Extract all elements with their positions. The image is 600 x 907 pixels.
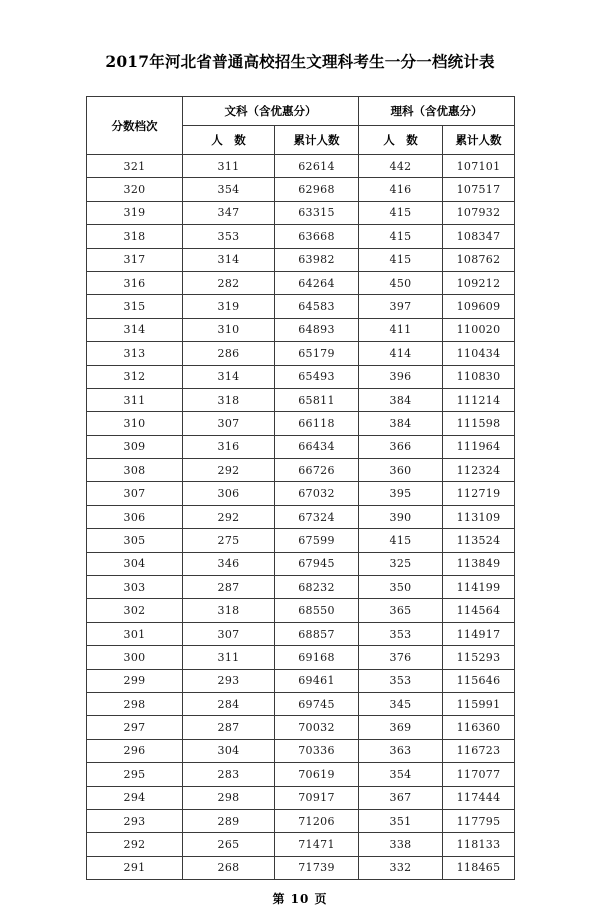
cell-liberal-arts-count: 292 [183, 459, 275, 482]
cell-science-cumulative: 114564 [443, 599, 515, 622]
table-row [87, 576, 515, 599]
cell-liberal-arts-cumulative: 63315 [275, 201, 359, 224]
cell-science-cumulative: 110830 [443, 365, 515, 388]
cell-liberal-arts-count: 268 [183, 856, 275, 879]
table-row [87, 365, 515, 388]
cell-science-cumulative: 114199 [443, 576, 515, 599]
cell-science-cumulative: 107517 [443, 178, 515, 201]
cell-liberal-arts-cumulative: 67599 [275, 529, 359, 552]
cell-science-count: 390 [359, 505, 443, 528]
cell-score-tier: 296 [87, 739, 183, 762]
cell-liberal-arts-cumulative: 64893 [275, 318, 359, 341]
column-header-liberal-arts-cumulative: 累计人数 [275, 126, 359, 155]
cell-liberal-arts-cumulative: 66726 [275, 459, 359, 482]
cell-science-count: 442 [359, 155, 443, 178]
cell-liberal-arts-count: 347 [183, 201, 275, 224]
cell-liberal-arts-count: 314 [183, 365, 275, 388]
cell-score-tier: 294 [87, 786, 183, 809]
cell-score-tier: 293 [87, 809, 183, 832]
table-header [87, 97, 515, 155]
cell-science-count: 450 [359, 271, 443, 294]
cell-liberal-arts-cumulative: 64264 [275, 271, 359, 294]
table-row [87, 739, 515, 762]
table-row [87, 716, 515, 739]
cell-score-tier: 297 [87, 716, 183, 739]
statistics-table-container [86, 96, 514, 880]
cell-science-count: 351 [359, 809, 443, 832]
table-row [87, 856, 515, 879]
cell-liberal-arts-cumulative: 70032 [275, 716, 359, 739]
cell-science-count: 354 [359, 763, 443, 786]
cell-liberal-arts-count: 289 [183, 809, 275, 832]
cell-liberal-arts-cumulative: 70917 [275, 786, 359, 809]
cell-liberal-arts-count: 311 [183, 155, 275, 178]
cell-science-cumulative: 107932 [443, 201, 515, 224]
cell-liberal-arts-cumulative: 70619 [275, 763, 359, 786]
cell-science-count: 367 [359, 786, 443, 809]
table-row [87, 295, 515, 318]
cell-liberal-arts-cumulative: 67945 [275, 552, 359, 575]
cell-science-cumulative: 109609 [443, 295, 515, 318]
cell-liberal-arts-cumulative: 65811 [275, 388, 359, 411]
table-row [87, 809, 515, 832]
cell-science-count: 396 [359, 365, 443, 388]
cell-science-cumulative: 111964 [443, 435, 515, 458]
cell-liberal-arts-cumulative: 70336 [275, 739, 359, 762]
cell-science-count: 325 [359, 552, 443, 575]
cell-score-tier: 303 [87, 576, 183, 599]
cell-score-tier: 307 [87, 482, 183, 505]
cell-score-tier: 301 [87, 622, 183, 645]
cell-science-cumulative: 115646 [443, 669, 515, 692]
cell-score-tier: 299 [87, 669, 183, 692]
table-row [87, 669, 515, 692]
cell-liberal-arts-count: 314 [183, 248, 275, 271]
cell-science-cumulative: 113524 [443, 529, 515, 552]
cell-science-count: 338 [359, 833, 443, 856]
cell-liberal-arts-cumulative: 62968 [275, 178, 359, 201]
cell-liberal-arts-cumulative: 68550 [275, 599, 359, 622]
cell-science-cumulative: 115991 [443, 692, 515, 715]
table-header-row-group [87, 97, 515, 126]
cell-liberal-arts-count: 346 [183, 552, 275, 575]
cell-liberal-arts-count: 316 [183, 435, 275, 458]
cell-science-cumulative: 113109 [443, 505, 515, 528]
cell-score-tier: 305 [87, 529, 183, 552]
cell-science-count: 411 [359, 318, 443, 341]
cell-science-count: 350 [359, 576, 443, 599]
cell-liberal-arts-count: 293 [183, 669, 275, 692]
table-row [87, 763, 515, 786]
cell-liberal-arts-count: 311 [183, 646, 275, 669]
cell-science-cumulative: 109212 [443, 271, 515, 294]
cell-liberal-arts-cumulative: 68232 [275, 576, 359, 599]
table-row [87, 599, 515, 622]
cell-liberal-arts-cumulative: 65179 [275, 342, 359, 365]
score-distribution-table [86, 96, 515, 880]
cell-science-count: 345 [359, 692, 443, 715]
table-row [87, 225, 515, 248]
cell-science-count: 415 [359, 529, 443, 552]
cell-liberal-arts-cumulative: 64583 [275, 295, 359, 318]
cell-science-cumulative: 112719 [443, 482, 515, 505]
cell-science-cumulative: 112324 [443, 459, 515, 482]
page-number-footer: 第 10 页 [272, 892, 328, 907]
cell-score-tier: 321 [87, 155, 183, 178]
column-header-science-cumulative: 累计人数 [443, 126, 515, 155]
cell-liberal-arts-count: 298 [183, 786, 275, 809]
cell-score-tier: 311 [87, 388, 183, 411]
cell-liberal-arts-cumulative: 67324 [275, 505, 359, 528]
cell-science-cumulative: 107101 [443, 155, 515, 178]
cell-liberal-arts-count: 265 [183, 833, 275, 856]
table-row [87, 833, 515, 856]
cell-science-count: 366 [359, 435, 443, 458]
cell-score-tier: 319 [87, 201, 183, 224]
cell-liberal-arts-count: 353 [183, 225, 275, 248]
table-row [87, 505, 515, 528]
table-row [87, 646, 515, 669]
cell-science-count: 415 [359, 248, 443, 271]
cell-liberal-arts-count: 319 [183, 295, 275, 318]
cell-science-cumulative: 110434 [443, 342, 515, 365]
cell-liberal-arts-cumulative: 65493 [275, 365, 359, 388]
table-row [87, 622, 515, 645]
cell-liberal-arts-cumulative: 67032 [275, 482, 359, 505]
cell-liberal-arts-cumulative: 62614 [275, 155, 359, 178]
cell-liberal-arts-count: 318 [183, 388, 275, 411]
cell-science-count: 416 [359, 178, 443, 201]
cell-science-count: 415 [359, 225, 443, 248]
table-row [87, 552, 515, 575]
table-row [87, 201, 515, 224]
cell-science-count: 395 [359, 482, 443, 505]
cell-liberal-arts-cumulative: 66118 [275, 412, 359, 435]
table-row [87, 388, 515, 411]
cell-science-count: 384 [359, 388, 443, 411]
cell-score-tier: 320 [87, 178, 183, 201]
table-row [87, 155, 515, 178]
cell-liberal-arts-count: 307 [183, 412, 275, 435]
cell-score-tier: 316 [87, 271, 183, 294]
cell-science-count: 414 [359, 342, 443, 365]
cell-score-tier: 291 [87, 856, 183, 879]
table-row [87, 248, 515, 271]
cell-liberal-arts-count: 283 [183, 763, 275, 786]
column-header-science-count: 人 数 [359, 126, 443, 155]
cell-liberal-arts-count: 318 [183, 599, 275, 622]
cell-liberal-arts-cumulative: 71471 [275, 833, 359, 856]
cell-score-tier: 318 [87, 225, 183, 248]
table-body [87, 155, 515, 880]
cell-score-tier: 306 [87, 505, 183, 528]
cell-science-cumulative: 116723 [443, 739, 515, 762]
cell-score-tier: 300 [87, 646, 183, 669]
cell-liberal-arts-count: 286 [183, 342, 275, 365]
cell-liberal-arts-cumulative: 71206 [275, 809, 359, 832]
cell-science-count: 353 [359, 669, 443, 692]
cell-science-cumulative: 110020 [443, 318, 515, 341]
cell-science-cumulative: 108762 [443, 248, 515, 271]
cell-science-count: 365 [359, 599, 443, 622]
cell-score-tier: 292 [87, 833, 183, 856]
cell-score-tier: 295 [87, 763, 183, 786]
cell-science-cumulative: 108347 [443, 225, 515, 248]
cell-liberal-arts-cumulative: 69168 [275, 646, 359, 669]
column-header-score-tier: 分数档次 [87, 97, 183, 155]
cell-liberal-arts-count: 287 [183, 716, 275, 739]
cell-science-cumulative: 116360 [443, 716, 515, 739]
cell-score-tier: 309 [87, 435, 183, 458]
cell-science-cumulative: 113849 [443, 552, 515, 575]
table-row [87, 482, 515, 505]
cell-liberal-arts-cumulative: 71739 [275, 856, 359, 879]
cell-score-tier: 317 [87, 248, 183, 271]
cell-science-count: 332 [359, 856, 443, 879]
cell-science-count: 384 [359, 412, 443, 435]
cell-score-tier: 304 [87, 552, 183, 575]
cell-science-cumulative: 111214 [443, 388, 515, 411]
cell-liberal-arts-count: 310 [183, 318, 275, 341]
cell-score-tier: 298 [87, 692, 183, 715]
table-row [87, 412, 515, 435]
cell-liberal-arts-count: 282 [183, 271, 275, 294]
cell-liberal-arts-count: 307 [183, 622, 275, 645]
cell-liberal-arts-count: 284 [183, 692, 275, 715]
cell-science-cumulative: 117795 [443, 809, 515, 832]
cell-science-count: 376 [359, 646, 443, 669]
cell-science-count: 360 [359, 459, 443, 482]
cell-liberal-arts-count: 287 [183, 576, 275, 599]
table-row [87, 786, 515, 809]
cell-science-cumulative: 118133 [443, 833, 515, 856]
cell-liberal-arts-cumulative: 69461 [275, 669, 359, 692]
cell-science-cumulative: 111598 [443, 412, 515, 435]
cell-liberal-arts-count: 275 [183, 529, 275, 552]
cell-science-cumulative: 117444 [443, 786, 515, 809]
cell-liberal-arts-cumulative: 66434 [275, 435, 359, 458]
table-row [87, 271, 515, 294]
cell-liberal-arts-count: 354 [183, 178, 275, 201]
cell-liberal-arts-count: 306 [183, 482, 275, 505]
cell-science-count: 397 [359, 295, 443, 318]
cell-science-cumulative: 115293 [443, 646, 515, 669]
cell-science-count: 415 [359, 201, 443, 224]
cell-liberal-arts-cumulative: 63982 [275, 248, 359, 271]
table-row [87, 529, 515, 552]
cell-liberal-arts-cumulative: 63668 [275, 225, 359, 248]
cell-score-tier: 310 [87, 412, 183, 435]
cell-science-cumulative: 118465 [443, 856, 515, 879]
cell-score-tier: 312 [87, 365, 183, 388]
column-header-liberal-arts-count: 人 数 [183, 126, 275, 155]
table-row [87, 435, 515, 458]
cell-science-cumulative: 114917 [443, 622, 515, 645]
column-header-liberal-arts-group: 文科（含优惠分） [183, 97, 359, 126]
table-row [87, 692, 515, 715]
table-row [87, 459, 515, 482]
cell-score-tier: 308 [87, 459, 183, 482]
cell-liberal-arts-cumulative: 69745 [275, 692, 359, 715]
cell-science-cumulative: 117077 [443, 763, 515, 786]
cell-score-tier: 302 [87, 599, 183, 622]
table-row [87, 342, 515, 365]
cell-science-count: 363 [359, 739, 443, 762]
page-title: 2017年河北省普通高校招生文理科考生一分一档统计表 [105, 52, 495, 71]
cell-score-tier: 315 [87, 295, 183, 318]
cell-liberal-arts-count: 304 [183, 739, 275, 762]
cell-liberal-arts-count: 292 [183, 505, 275, 528]
table-row [87, 178, 515, 201]
cell-score-tier: 314 [87, 318, 183, 341]
column-header-science-group: 理科（含优惠分） [359, 97, 515, 126]
cell-science-count: 353 [359, 622, 443, 645]
cell-liberal-arts-cumulative: 68857 [275, 622, 359, 645]
cell-science-count: 369 [359, 716, 443, 739]
cell-score-tier: 313 [87, 342, 183, 365]
table-row [87, 318, 515, 341]
